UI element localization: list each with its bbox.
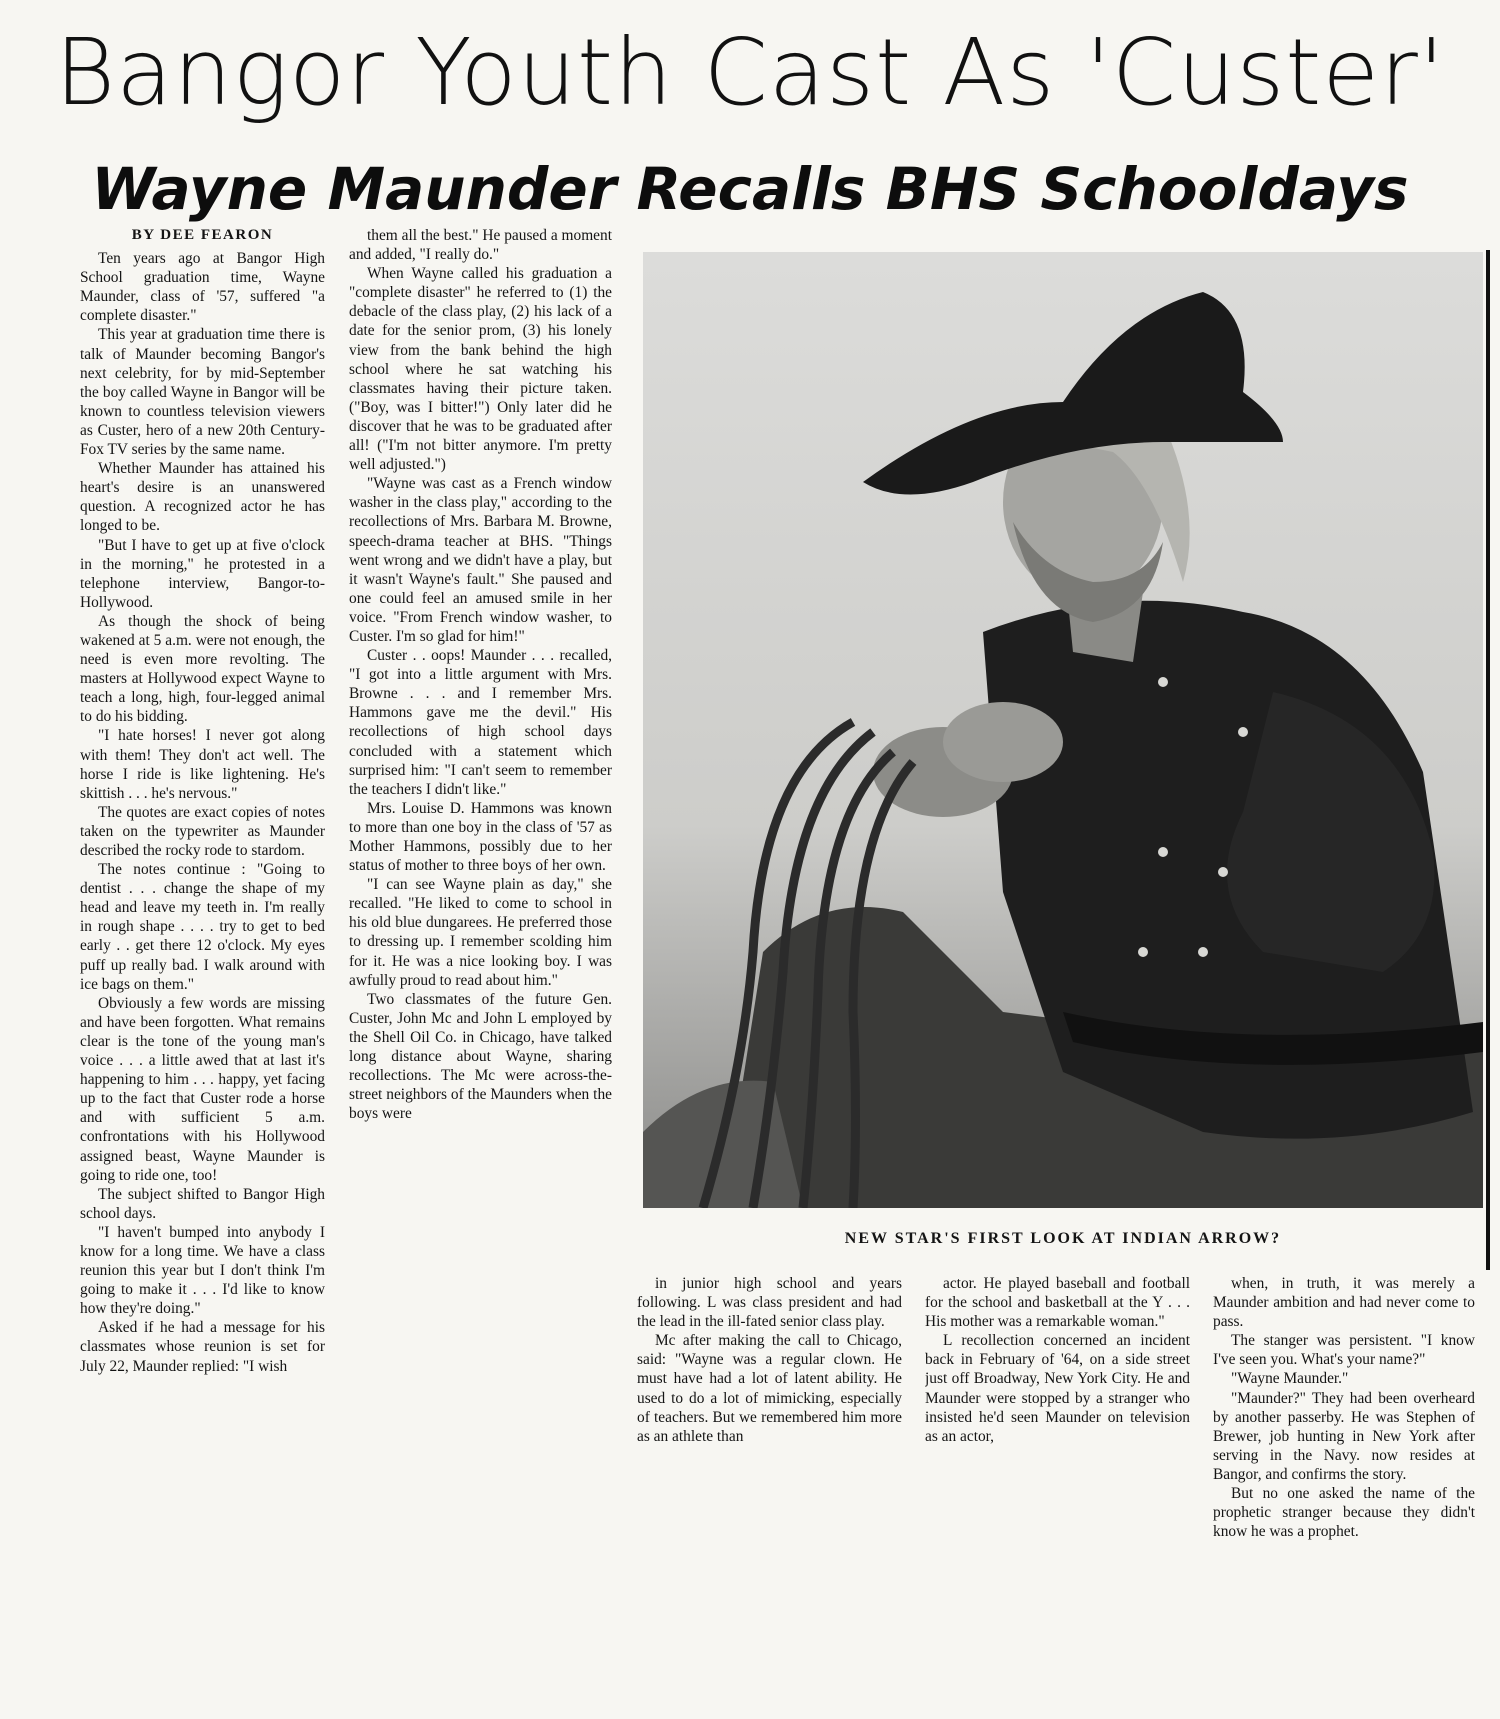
article-paragraph: When Wayne called his graduation a "complete disaster" he referred to (1) the debacle of the class play, (2) his lack of a date for the senior prom, (3) his lonely view from the bank behind the high school where he sat watching his classmates having their picture taken. ("Boy, was I bitter!") Only later did he discover that he was to be graduated after all! ("I'm not bitter anymore. I'm pretty well adjusted.") bbox=[349, 265, 612, 474]
article-column-5 bbox=[1213, 1274, 1475, 1674]
article-paragraph: Ten years ago at Bangor High School graduation time, Wayne Maunder, class of '57, suffered "a complete disaster." bbox=[80, 250, 325, 325]
article-paragraph: But no one asked the name of the prophetic stranger because they didn't know he was a prophet. bbox=[1213, 1485, 1475, 1541]
article-paragraph: when, in truth, it was merely a Maunder ambition and had never come to pass. bbox=[1213, 1275, 1475, 1331]
article-paragraph: "I hate horses! I never got along with them! They don't act well. The horse I ride is like lightening. He's skittish . . . he's nervous." bbox=[80, 727, 325, 802]
article-paragraph: Asked if he had a message for his classmates whose reunion is set for July 22, Maunder replied: "I wish bbox=[80, 1319, 325, 1375]
article-paragraph: Custer . . oops! Maunder . . . recalled, "I got into a little argument with Mrs. Browne . . . and I remember Mrs. Hammons gave me the devil." His recollections of high school days concluded with a statement which surprised him: "I can't seem to remember the teachers I didn't like." bbox=[349, 647, 612, 798]
article-paragraph: This year at graduation time there is talk of Maunder becoming Bangor's next celebrity, for by mid-September the boy called Wayne in Bangor will be known to countless television viewers as Custer, hero of a new 20th Century-Fox TV series by the same name. bbox=[80, 326, 325, 459]
article-paragraph: Obviously a few words are missing and have been forgotten. What remains clear is the tone of the young man's voice . . . a little awed that at last it's happening to him . . . happy, yet facing up to the fact that Custer rode a horse and with sufficient 5 a.m. confrontations with his Hollywood assigned beast, Wayne Maunder is going to ride one, too! bbox=[80, 994, 325, 1184]
article-paragraph: actor. He played baseball and football for the school and basketball at the Y . . . His mother was a remarkable woman." bbox=[925, 1275, 1190, 1331]
article-column-1 bbox=[80, 226, 325, 1716]
photo-custer bbox=[643, 252, 1483, 1208]
article-paragraph: The quotes are exact copies of notes taken on the typewriter as Maunder described the rocky rode to stardom. bbox=[80, 803, 325, 859]
article-paragraph: Mrs. Louise D. Hammons was known to more than one boy in the class of '57 as Mother Hammons, possibly due to her status of mother to three boys of her own. bbox=[349, 799, 612, 875]
article-column-4 bbox=[925, 1274, 1190, 1534]
byline: BY DEE FEARON bbox=[131, 227, 274, 243]
photo-caption: NEW STAR'S FIRST LOOK AT INDIAN ARROW? bbox=[844, 1230, 1282, 1247]
article-paragraph: "But I have to get up at five o'clock in the morning," he protested in a telephone interview, Bangor-to-Hollywood. bbox=[80, 536, 325, 611]
article-paragraph: Whether Maunder has attained his heart's desire is an unanswered question. A recognized actor he has longed to be. bbox=[80, 460, 325, 535]
article-paragraph: in junior high school and years following. L was class president and had the lead in the ill-fated senior class play. bbox=[637, 1275, 902, 1331]
article-paragraph: The notes continue : "Going to dentist . . . change the shape of my head and leave my teeth in. I'm really in rough shape . . . . try to get to bed early . . get there 12 o'clock. My eyes puff up really bad. I walk around with ice bags on them." bbox=[80, 861, 325, 993]
column-rule bbox=[1486, 250, 1490, 1270]
subheadline: Wayne Maunder Recalls BHS Schooldays bbox=[91, 155, 1409, 223]
headline: Bangor Youth Cast As 'Custer' bbox=[54, 19, 1446, 126]
article-paragraph: "I can see Wayne plain as day," she recalled. "He liked to come to school in his old blue dungarees. He preferred those to dressing up. I remember scolding him for it. He was a nice looking boy. I was awfully proud to read about him." bbox=[349, 876, 612, 989]
article-paragraph: "Wayne was cast as a French window washer in the class play," according to the recollections of Mrs. Barbara M. Browne, speech-drama teacher at BHS. "Things went wrong and we didn't have a play, but it wasn't Wayne's fault." She paused and one could feel an amused smile in her voice. "From French window washer, to Custer. I'm so glad for him!" bbox=[349, 475, 612, 645]
article-paragraph: L recollection concerned an incident back in February of '64, on a side street just off Broadway, New York City. He and Maunder were stopped by a stranger who insisted he'd seen Maunder on television as an actor, bbox=[925, 1332, 1190, 1445]
article-paragraph: As though the shock of being wakened at 5 a.m. were not enough, the need is even more revolting. The masters at Hollywood expect Wayne to teach a long, high, four-legged animal to do his bidding. bbox=[80, 612, 325, 726]
article-column-3 bbox=[637, 1274, 902, 1534]
article-paragraph: Two classmates of the future Gen. Custer, John Mc and John L employed by the Shell Oil Co. in Chicago, have talked long distance about Wayne, sharing recollections. The Mc were across-the-street neighbors of the Maunders when the boys were bbox=[349, 990, 612, 1123]
article-paragraph: The subject shifted to Bangor High school days. bbox=[80, 1185, 325, 1222]
article-paragraph: The stanger was persistent. "I know I've seen you. What's your name?" bbox=[1213, 1332, 1475, 1369]
article-paragraph: "I haven't bumped into anybody I know for a long time. We have a class reunion this year but I don't think I'm going to make it . . . I'd like to know how they're doing." bbox=[80, 1223, 325, 1318]
article-paragraph: "Maunder?" They had been overheard by another passerby. He was Stephen of Brewer, job hunting in New York after serving in the Navy. now resides at Bangor, and confirms the story. bbox=[1213, 1389, 1475, 1483]
article-column-2 bbox=[349, 226, 612, 1326]
cowboy-photo-illustration bbox=[643, 252, 1483, 1208]
article-paragraph: them all the best." He paused a moment and added, "I really do." bbox=[349, 227, 612, 264]
article-paragraph: Mc after making the call to Chicago, said: "Wayne was a regular clown. He must have had a lot of latent ability. He used to do a lot of mimicking, especially of teachers. But we remembered him more as an athlete than bbox=[637, 1332, 902, 1445]
article-paragraph: "Wayne Maunder." bbox=[1231, 1370, 1349, 1388]
